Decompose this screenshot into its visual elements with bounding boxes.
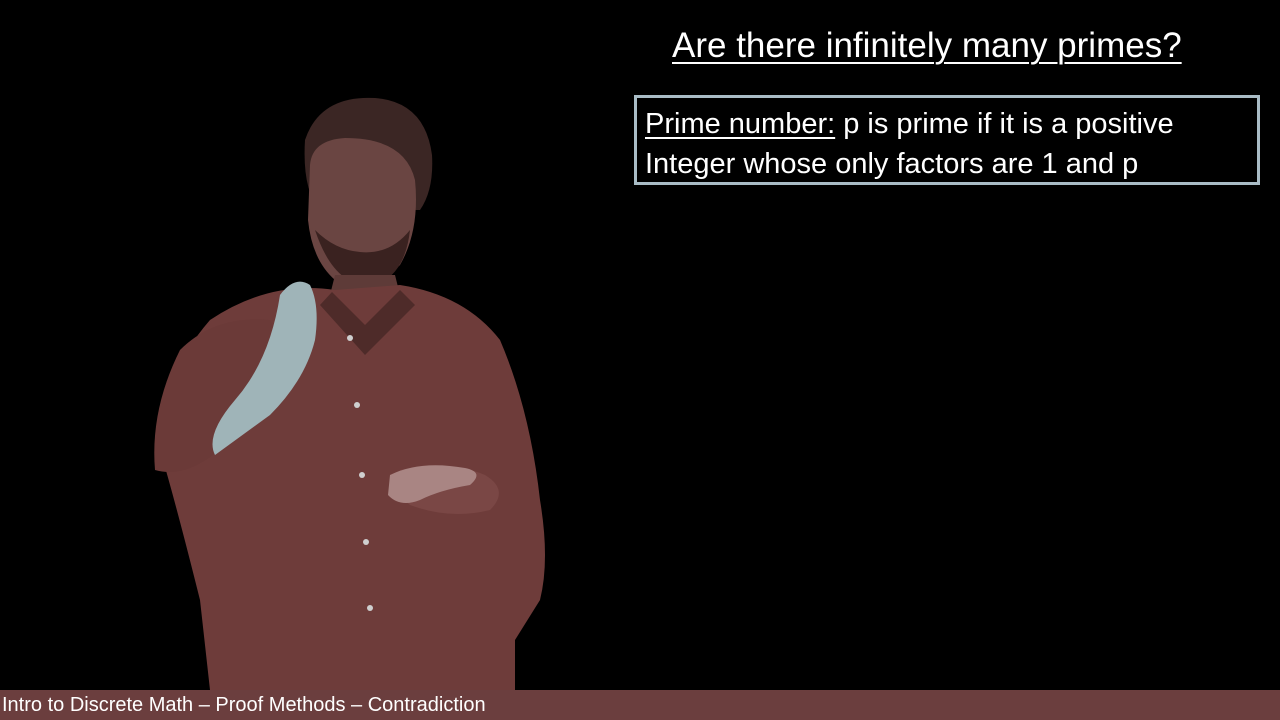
definition-line-1 <box>645 104 1249 144</box>
shirt-button <box>359 472 365 478</box>
definition-box <box>634 95 1260 185</box>
lecture-footer-bar: Intro to Discrete Math – Proof Methods – Contradiction <box>0 690 1280 720</box>
presenter-figure <box>120 80 580 690</box>
slide-title: Are there infinitely many primes? <box>672 26 1182 65</box>
shirt-button <box>363 539 369 545</box>
shirt-button <box>347 335 353 341</box>
definition-line-2: Integer whose only factors are 1 and p <box>645 148 1139 180</box>
definition-text-1: p is prime if it is a positive <box>835 108 1174 140</box>
definition-term: Prime number: <box>645 108 836 140</box>
shirt-button <box>367 605 373 611</box>
shirt-button <box>354 402 360 408</box>
